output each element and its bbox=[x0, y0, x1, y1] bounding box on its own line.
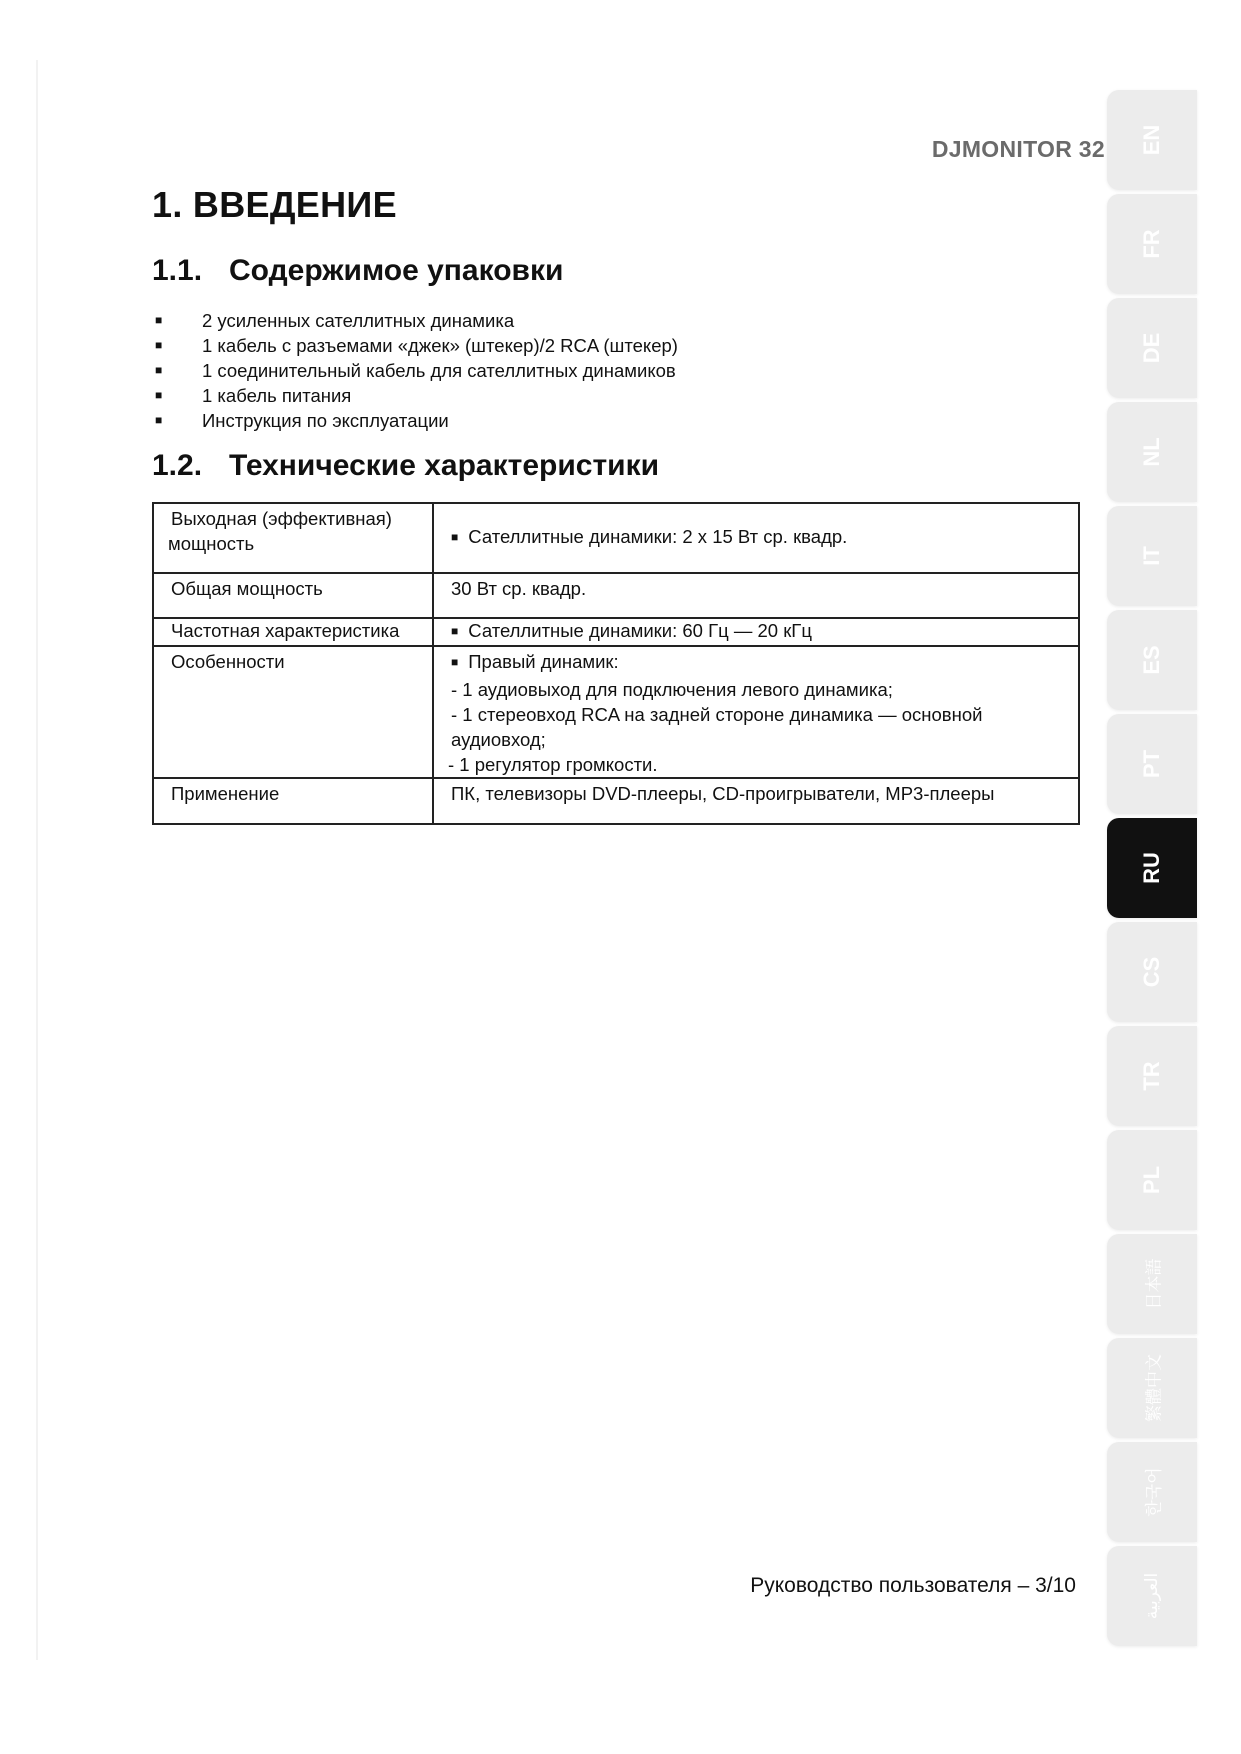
page-edge-shadow bbox=[36, 60, 38, 1660]
tab-it[interactable]: IT bbox=[1107, 506, 1197, 606]
list-item: ■ 1 кабель с разъемами «джек» (штекер)/2 RCA (штекер) bbox=[155, 335, 678, 356]
subsection-heading-package bbox=[152, 254, 563, 288]
spec-value: ■ Сателлитные динамики: 2 x 15 Вт ср. квадр. bbox=[433, 503, 1079, 573]
subsection-number: 1.1. bbox=[152, 254, 203, 287]
table-row bbox=[153, 646, 1079, 778]
subsection-title: Технические характеристики bbox=[229, 449, 660, 482]
subsection-heading-specs bbox=[152, 449, 659, 483]
spec-label: Общая мощность bbox=[153, 573, 433, 618]
tab-nl[interactable]: NL bbox=[1107, 402, 1197, 502]
tab-cs[interactable]: CS bbox=[1107, 922, 1197, 1022]
bullet-icon: ■ bbox=[155, 338, 163, 352]
table-row bbox=[153, 573, 1079, 618]
tab-de[interactable]: DE bbox=[1107, 298, 1197, 398]
spec-label: Выходная (эффективная) мощность bbox=[153, 503, 433, 573]
bullet-icon: ■ bbox=[451, 530, 459, 544]
bullet-icon: ■ bbox=[155, 388, 163, 402]
tab-en[interactable]: EN bbox=[1107, 90, 1197, 190]
tab-pl[interactable]: PL bbox=[1107, 1130, 1197, 1230]
tab-fr[interactable]: FR bbox=[1107, 194, 1197, 294]
spec-value: ПК, телевизоры DVD-плееры, CD-проигрыватели, MP3-плееры bbox=[433, 778, 1079, 824]
bullet-icon: ■ bbox=[155, 313, 163, 327]
spec-label: Применение bbox=[153, 778, 433, 824]
table-row bbox=[153, 778, 1079, 824]
subsection-title: Содержимое упаковки bbox=[229, 254, 564, 287]
tab-ru[interactable]: RU bbox=[1107, 818, 1197, 918]
tab-ar[interactable]: العربية bbox=[1107, 1546, 1197, 1646]
bullet-icon: ■ bbox=[451, 624, 459, 638]
table-row bbox=[153, 503, 1079, 573]
tab-zh[interactable]: 繁體中文 bbox=[1107, 1338, 1197, 1438]
bullet-icon: ■ bbox=[155, 413, 163, 427]
page-footer: Руководство пользователя – 3/10 bbox=[750, 1574, 1076, 1597]
tab-ko[interactable]: 한국어 bbox=[1107, 1442, 1197, 1542]
tab-es[interactable]: ES bbox=[1107, 610, 1197, 710]
section-title: 1. ВВЕДЕНИЕ bbox=[152, 184, 397, 225]
tab-pt[interactable]: PT bbox=[1107, 714, 1197, 814]
tab-ja[interactable]: 日本語 bbox=[1107, 1234, 1197, 1334]
tab-tr[interactable]: TR bbox=[1107, 1026, 1197, 1126]
specifications-table bbox=[152, 502, 1080, 825]
subsection-number: 1.2. bbox=[152, 449, 203, 482]
product-model-header: DJMONITOR 32 bbox=[931, 136, 1105, 162]
list-item: ■ Инструкция по эксплуатации bbox=[155, 410, 449, 431]
spec-label: Частотная характеристика bbox=[153, 618, 433, 646]
package-contents-list bbox=[152, 308, 678, 433]
list-item: ■ 1 соединительный кабель для сателлитных динамиков bbox=[155, 360, 676, 381]
bullet-icon: ■ bbox=[451, 655, 459, 669]
table-row bbox=[153, 618, 1079, 646]
list-item: ■ 2 усиленных сателлитных динамика bbox=[155, 310, 515, 331]
bullet-icon: ■ bbox=[155, 363, 163, 377]
spec-value: ■ Правый динамик: - 1 аудиовыход для подключения левого динамика; - 1 стереовход RCA на задней стороне динамика — основной аудиовход; - 1 регулятор громкости. bbox=[433, 646, 1079, 778]
list-item: ■ 1 кабель питания bbox=[155, 385, 352, 406]
spec-value: ■ Сателлитные динамики: 60 Гц — 20 кГц bbox=[433, 618, 1079, 646]
spec-value: 30 Вт ср. квадр. bbox=[433, 573, 1079, 618]
spec-label: Особенности bbox=[153, 646, 433, 778]
